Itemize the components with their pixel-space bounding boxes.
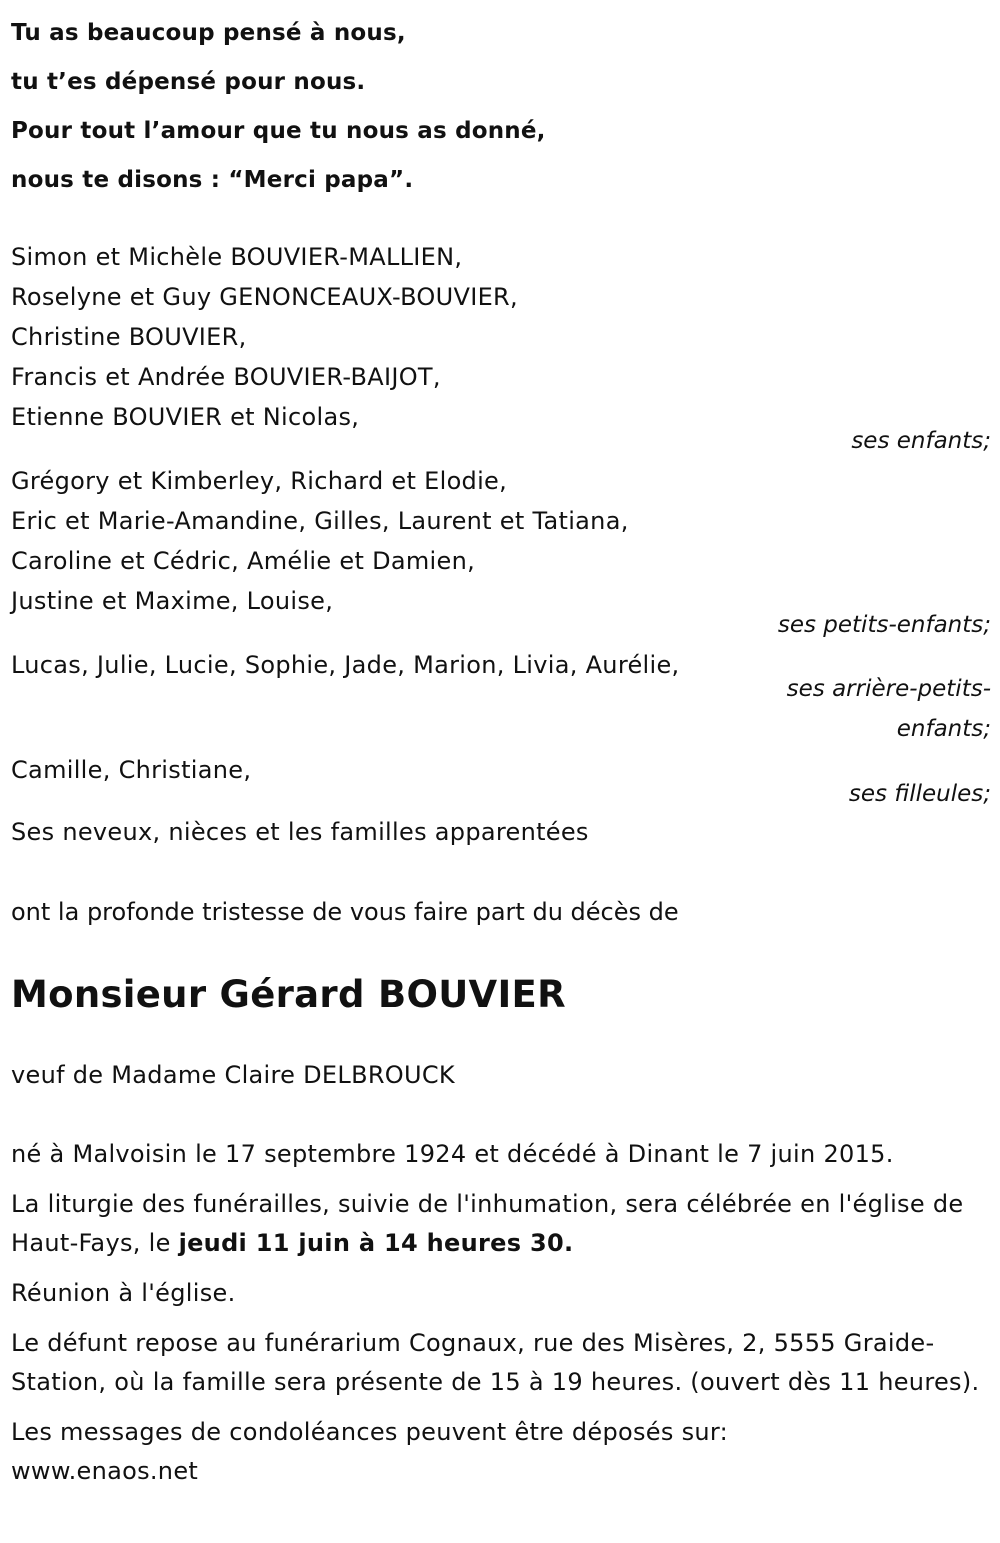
family-line: Camille, Christiane, [11, 756, 252, 784]
family-line: Eric et Marie-Amandine, Gilles, Laurent et Tatiana, [11, 507, 629, 535]
family-line: Justine et Maxime, Louise, [11, 587, 334, 615]
funeral-info [11, 1185, 991, 1263]
funeral-date-time: jeudi 11 juin à 14 heures 30. [178, 1229, 574, 1257]
funeral-text: La liturgie des funérailles, suivie de l'inhumation, sera célébrée en l'église de Haut-Fays, le [11, 1190, 964, 1257]
role-label-goddaughters: ses filleules; [848, 781, 991, 807]
poem-line: nous te disons : “Merci papa”. [11, 167, 414, 193]
role-label-great-grandchildren-cont: enfants; [896, 716, 991, 742]
funerarium-info: Le défunt repose au funérarium Cognaux, rue des Misères, 2, 5555 Graide-Station, où la famille sera présente de 15 à 19 heures. (ouvert dès 11 heures). [11, 1329, 980, 1396]
poem [11, 0, 991, 205]
role-label-children: ses enfants; [851, 428, 991, 454]
death-notice [11, 0, 991, 1491]
great-grandchildren-group [11, 645, 991, 685]
condolences-text: Les messages de condoléances peuvent être déposés sur: [11, 1418, 729, 1446]
family-line: Simon et Michèle BOUVIER-MALLIEN, [11, 243, 463, 271]
other-relatives: Ses neveux, nièces et les familles apparentées [11, 818, 589, 846]
condolences-info [11, 1413, 991, 1491]
condolences-link[interactable]: www.enaos.net [11, 1457, 199, 1485]
role-label-great-grandchildren: ses arrière-petits- [786, 676, 991, 702]
poem-line: Tu as beaucoup pensé à nous, [11, 20, 406, 46]
poem-line: tu t’es dépensé pour nous. [11, 69, 366, 95]
announcement: ont la profonde tristesse de vous faire part du décès de [11, 898, 679, 926]
poem-line: Pour tout l’amour que tu nous as donné, [11, 118, 546, 144]
family-line: Lucas, Julie, Lucie, Sophie, Jade, Marion, Livia, Aurélie, [11, 651, 680, 679]
birth-death-dates: né à Malvoisin le 17 septembre 1924 et décédé à Dinant le 7 juin 2015. [11, 1140, 894, 1168]
family-line: Grégory et Kimberley, Richard et Elodie, [11, 467, 508, 495]
family-line: Christine BOUVIER, [11, 323, 247, 351]
family-line: Caroline et Cédric, Amélie et Damien, [11, 547, 476, 575]
deceased-name: Monsieur Gérard BOUVIER [11, 973, 566, 1016]
grandchildren-group [11, 461, 991, 621]
family-line: Etienne BOUVIER et Nicolas, [11, 403, 360, 431]
widower-of: veuf de Madame Claire DELBROUCK [11, 1061, 455, 1089]
role-label-grandchildren: ses petits-enfants; [777, 612, 991, 638]
family-line: Roselyne et Guy GENONCEAUX-BOUVIER, [11, 283, 518, 311]
goddaughters-group [11, 750, 991, 790]
meeting-info: Réunion à l'église. [11, 1279, 236, 1307]
family-line: Francis et Andrée BOUVIER-BAIJOT, [11, 363, 441, 391]
children-group [11, 237, 991, 437]
